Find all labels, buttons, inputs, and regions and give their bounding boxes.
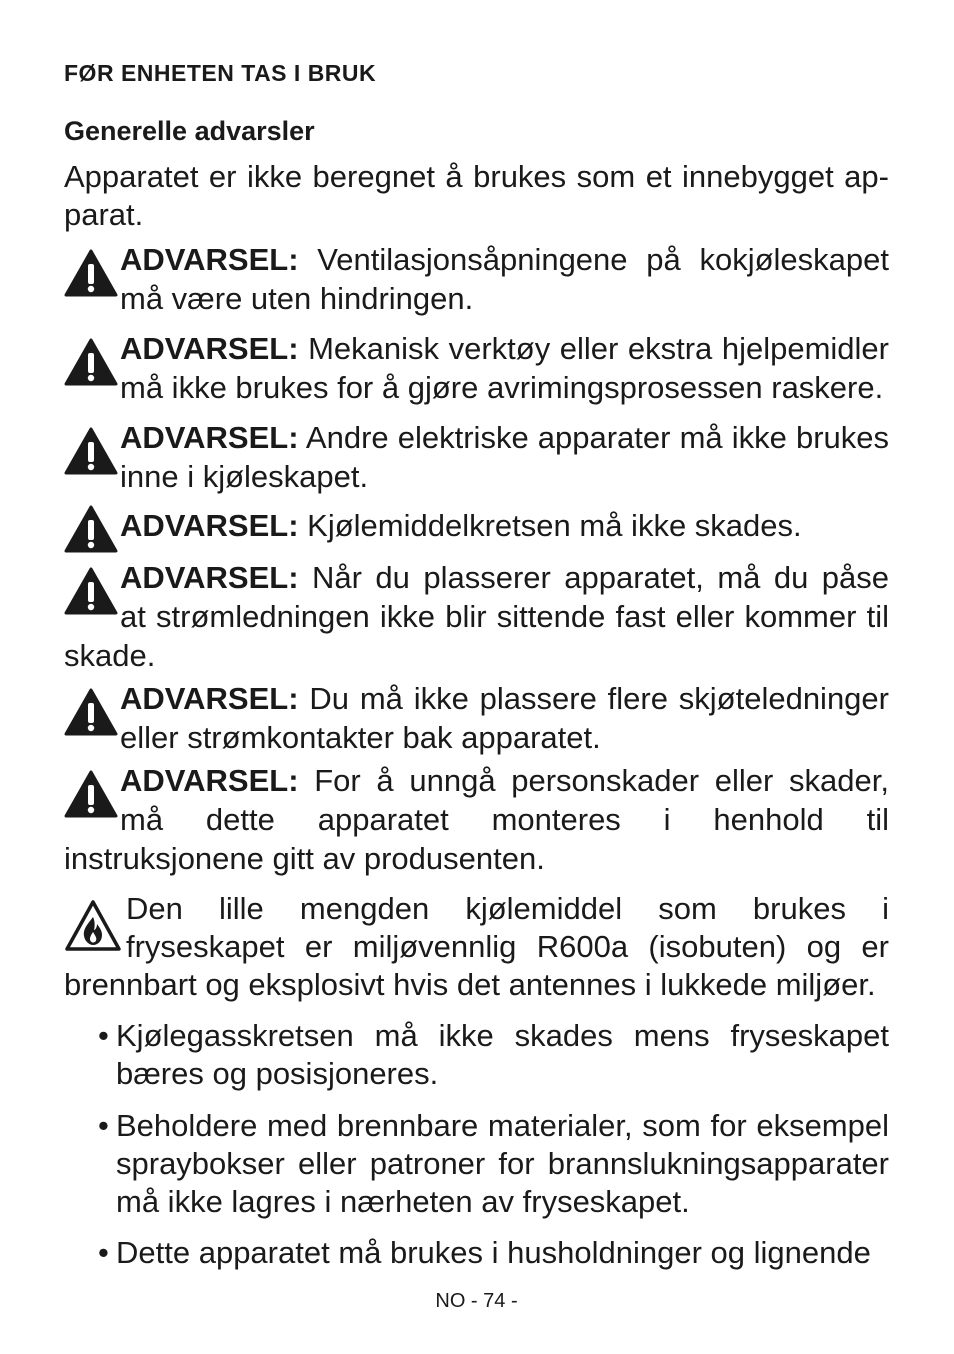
intro-paragraph: Apparatet er ikke beregnet å brukes som et innebygget ap-parat. xyxy=(64,159,889,232)
warning-label: ADVARSEL: xyxy=(120,681,299,716)
warning-triangle-icon xyxy=(64,687,118,739)
warning-triangle-icon xyxy=(64,337,118,389)
warning-item xyxy=(64,506,889,556)
flammable-notice xyxy=(64,890,889,1004)
list-item xyxy=(98,1017,889,1093)
flammable-text: Den lille mengden kjølemiddel som brukes i fryseskapet er miljøvennlig R600a (isobuten) og er brennbart og eksplosivt hvis det antennes i lukkede miljøer. xyxy=(64,891,889,1002)
warning-triangle-icon xyxy=(64,769,118,821)
warning-label: ADVARSEL: xyxy=(120,420,299,455)
warning-item xyxy=(64,761,889,878)
list-item-text: Kjølegasskretsen må ikke skades mens fryseskapet bæres og posisjoneres. xyxy=(116,1018,889,1091)
warning-triangle-icon xyxy=(64,426,118,478)
subsection-title: Generelle advarsler xyxy=(64,116,315,146)
warning-text: Når du plasserer apparatet, må du påse at strømledningen ikke blir sittende fast eller kommer til skade. xyxy=(64,560,889,673)
warning-label: ADVARSEL: xyxy=(120,763,299,798)
bullet-dot: • xyxy=(98,1235,109,1270)
list-item xyxy=(98,1107,889,1221)
warning-item xyxy=(64,558,889,675)
bullet-dot: • xyxy=(98,1018,109,1053)
warning-triangle-icon xyxy=(64,566,118,618)
warning-text: Mekanisk verktøy eller ekstra hjelpemidler må ikke brukes for å gjøre avrimingsprosessen raskere. xyxy=(120,331,889,405)
warning-label: ADVARSEL: xyxy=(120,560,299,595)
list-item xyxy=(98,1234,889,1272)
warning-text: Ventilasjonsåpningene på kokjøleskapet må være uten hindringen. xyxy=(120,242,889,316)
warning-item xyxy=(64,240,889,318)
warning-text: Kjølemiddelkretsen må ikke skades. xyxy=(298,508,802,543)
bullet-dot: • xyxy=(98,1108,109,1143)
warning-label: ADVARSEL: xyxy=(120,242,299,277)
list-item-text: Beholdere med brennbare materialer, som for eksempel spraybokser eller patroner for brannslukningsapparater må ikke lagres i nærheten av fryseskapet. xyxy=(116,1108,889,1219)
list-item-text: Dette apparatet må brukes i husholdninger og lignende xyxy=(116,1235,871,1270)
warning-item xyxy=(64,329,889,407)
warning-text: Andre elektriske apparater må ikke brukes inne i kjøleskapet. xyxy=(120,420,889,494)
warning-label: ADVARSEL: xyxy=(120,508,299,543)
warning-label: ADVARSEL: xyxy=(120,331,299,366)
warning-text: Du må ikke plassere flere skjøteledninger eller strømkontakter bak apparatet. xyxy=(120,681,889,755)
section-title: FØR ENHETEN TAS I BRUK xyxy=(64,60,377,86)
warning-text: For å unngå personskader eller skader, må dette apparatet monteres i henhold til instruksjonene gitt av produsenten. xyxy=(64,763,889,876)
page-number: NO - 74 - xyxy=(435,1290,518,1312)
warning-triangle-icon xyxy=(64,248,118,300)
warning-item xyxy=(64,679,889,757)
warning-item xyxy=(64,418,889,496)
flammable-triangle-icon xyxy=(64,898,122,954)
warning-triangle-icon xyxy=(64,504,118,556)
